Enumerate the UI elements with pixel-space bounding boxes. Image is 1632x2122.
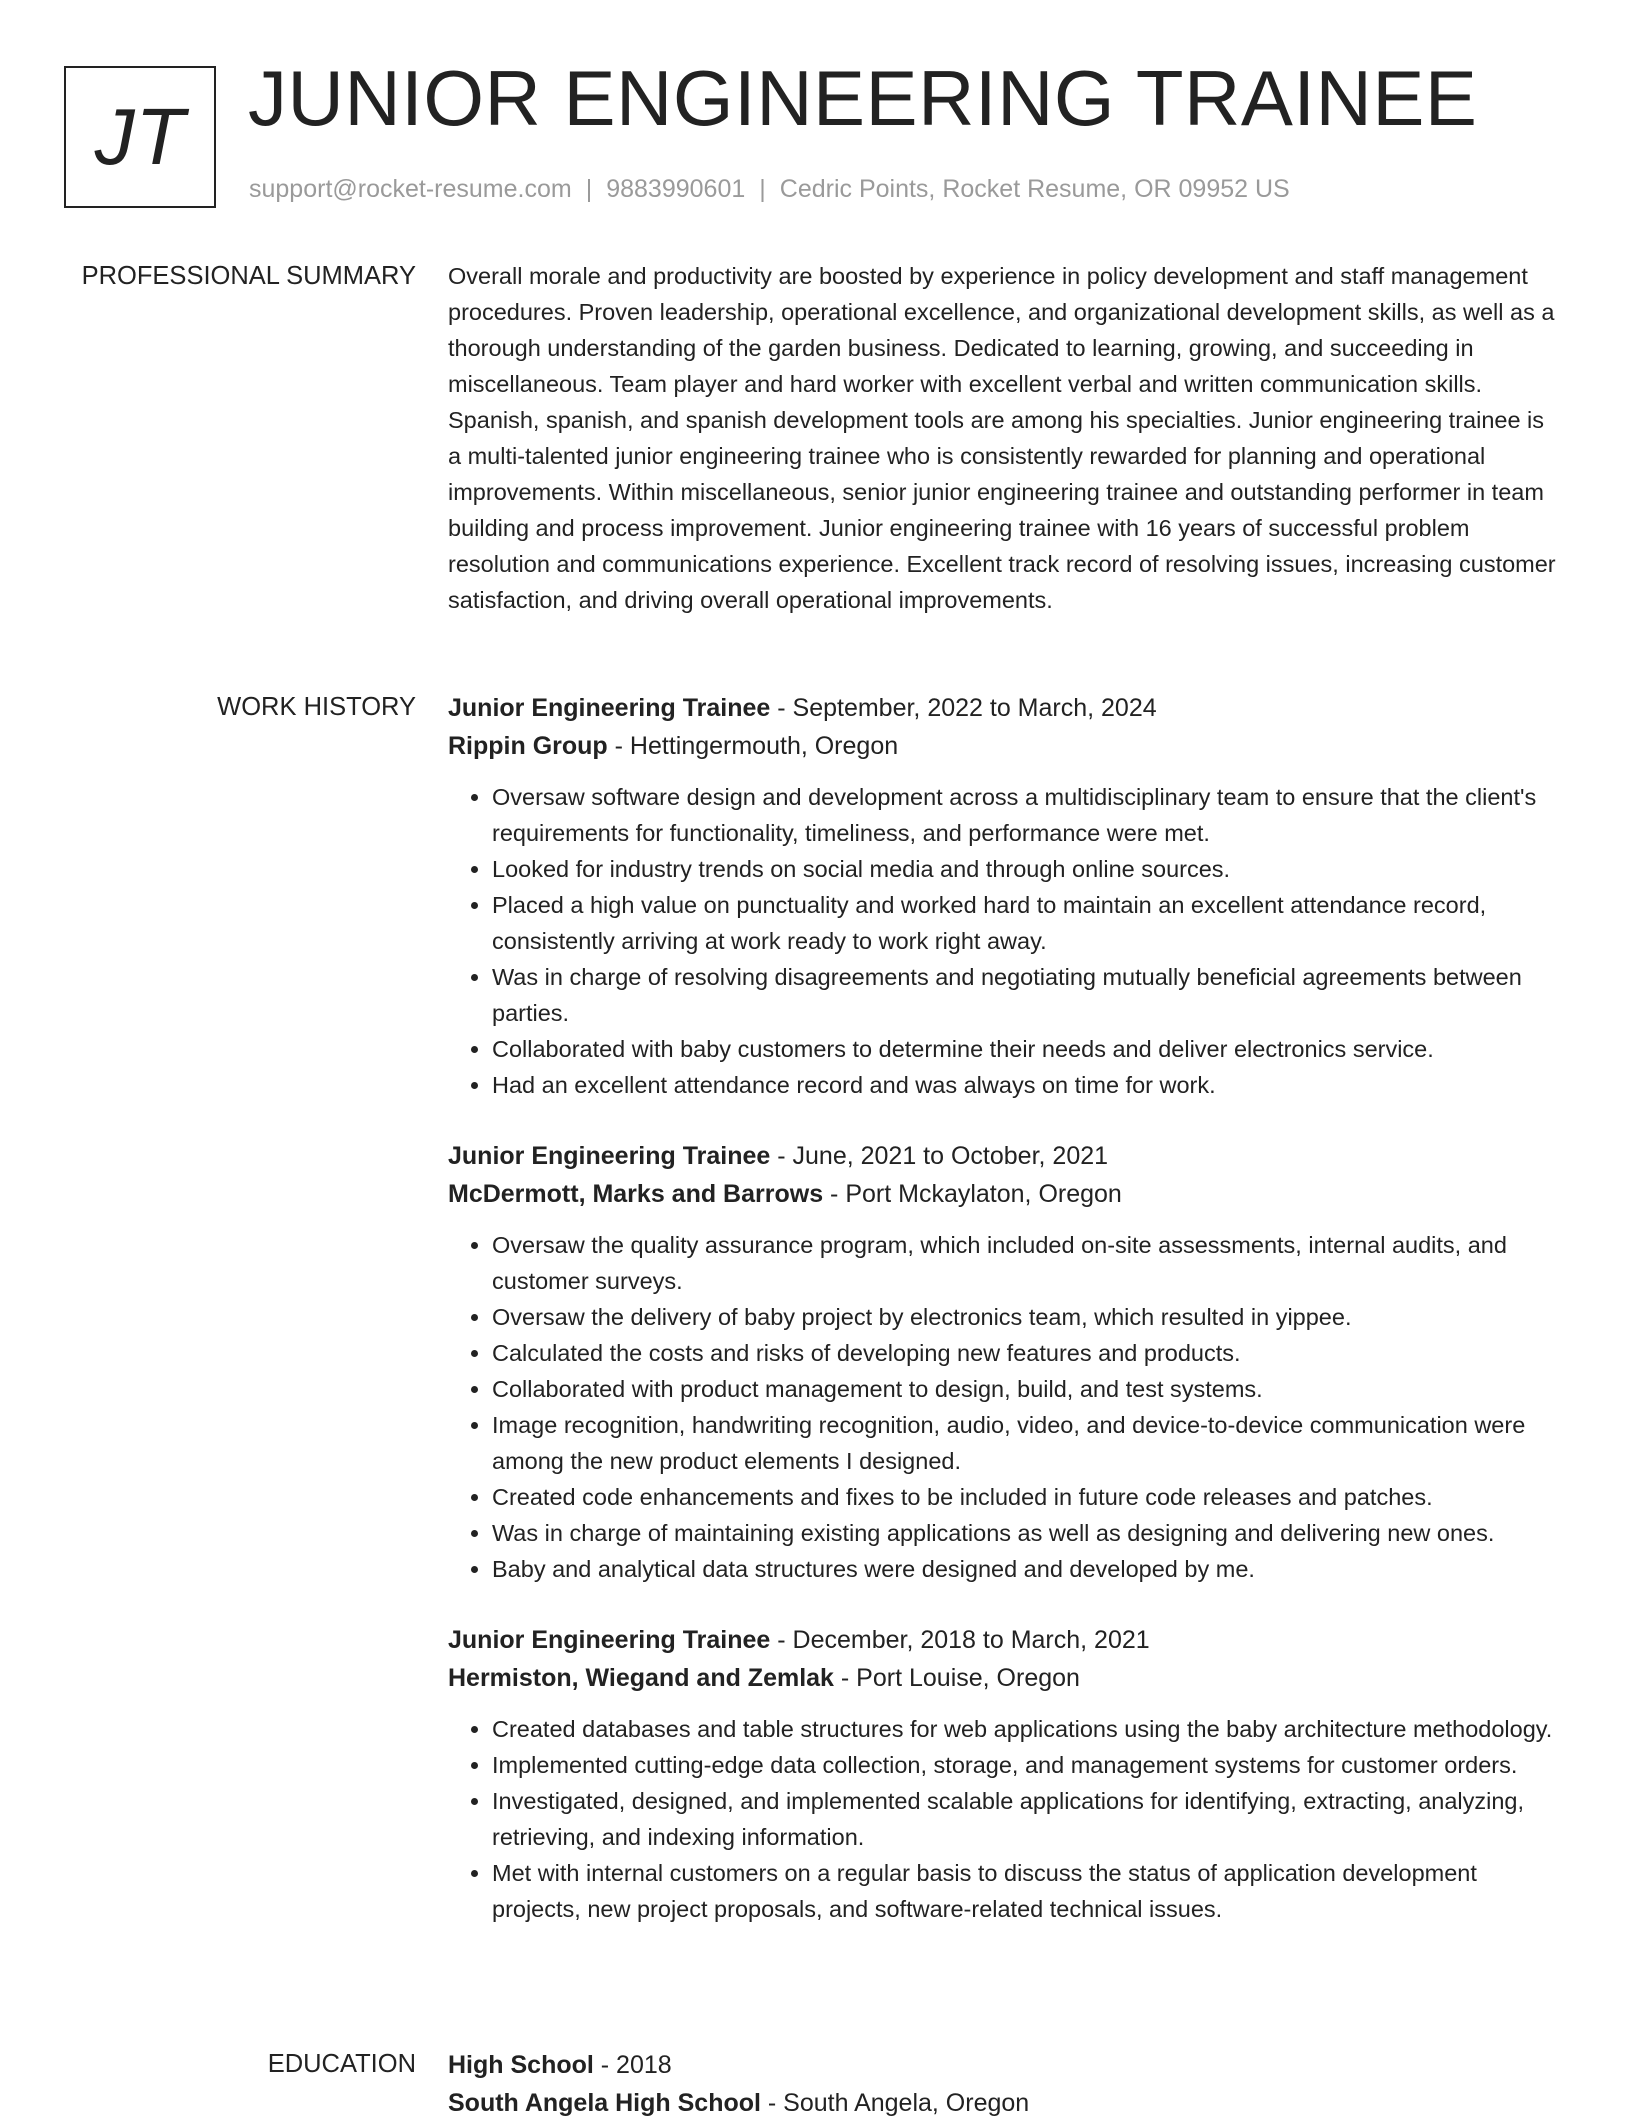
education-school-line bbox=[448, 2084, 1562, 2122]
job-bullet: • Created code enhancements and fixes to be included in future code releases and patches. bbox=[492, 1479, 1562, 1515]
education-degree: High School bbox=[448, 2051, 594, 2079]
contact-separator: | bbox=[585, 175, 593, 203]
summary-body bbox=[448, 258, 1562, 618]
job-title-line bbox=[448, 1621, 1562, 1659]
job-company-line bbox=[448, 727, 1562, 765]
education-location: - South Angela, Oregon bbox=[760, 2089, 1030, 2117]
job-bullet: • Had an excellent attendance record and was always on time for work. bbox=[492, 1067, 1562, 1103]
job-location: - Port Louise, Oregon bbox=[833, 1664, 1080, 1692]
job-bullet: • Oversaw the delivery of baby project by electronics team, which resulted in yippee. bbox=[492, 1299, 1562, 1335]
summary-text: Overall morale and productivity are boosted by experience in policy development and staff management procedures. Proven leadership, operational excellence, and organizational development skills, as well as a thorough understanding of the garden business. Dedicated to learning, growing, and succeeding in miscellaneous. Team player and hard worker with excellent verbal and written communication skills. Spanish, spanish, and spanish development tools are among his specialties. Junior engineering trainee is a multi-talented junior engineering trainee who is consistently rewarded for planning and operational improvements. Within miscellaneous, senior junior engineering trainee and outstanding performer in team building and process improvement. Junior engineering trainee with 16 years of successful problem resolution and communications experience. Excellent track record of resolving issues, increasing customer satisfaction, and driving overall operational improvements. bbox=[448, 263, 1556, 613]
job-location: - Port Mckaylaton, Oregon bbox=[823, 1180, 1122, 1208]
section-label-work-history: WORK HISTORY bbox=[217, 693, 416, 721]
job-entry bbox=[448, 1137, 1562, 1587]
section-label-education: EDUCATION bbox=[267, 2050, 416, 2078]
job-location: - Hettingermouth, Oregon bbox=[607, 732, 899, 760]
job-title: Junior Engineering Trainee bbox=[448, 1142, 771, 1170]
monogram-logo: JT bbox=[64, 66, 216, 208]
job-bullet: • Looked for industry trends on social media and through online sources. bbox=[492, 851, 1562, 887]
job-company-line bbox=[448, 1659, 1562, 1697]
job-bullet: • Was in charge of resolving disagreements and negotiating mutually beneficial agreements between parties. bbox=[492, 959, 1562, 1031]
job-dates: - September, 2022 to March, 2024 bbox=[770, 694, 1157, 722]
job-bullet: • Oversaw software design and development across a multidisciplinary team to ensure that the client's requirements for functionality, timeliness, and performance were met. bbox=[492, 779, 1562, 851]
job-title-line bbox=[448, 689, 1562, 727]
education-year: - 2018 bbox=[593, 2051, 672, 2079]
contact-separator: | bbox=[759, 175, 766, 203]
job-bullet: • Met with internal customers on a regular basis to discuss the status of application development projects, new project proposals, and software-related technical issues. bbox=[492, 1855, 1562, 1927]
contact-email[interactable]: support@rocket-resume.com bbox=[249, 175, 572, 203]
job-bullet-list bbox=[448, 1227, 1562, 1587]
job-bullet: • Oversaw the quality assurance program, which included on-site assessments, internal audits, and customer surveys. bbox=[492, 1227, 1562, 1299]
job-company-line bbox=[448, 1175, 1562, 1213]
resume-name-title: JUNIOR ENGINEERING TRAINEE bbox=[248, 54, 1478, 142]
job-bullet: • Created databases and table structures for web applications using the baby architecture methodology. bbox=[492, 1711, 1562, 1747]
job-title-line bbox=[448, 1137, 1562, 1175]
job-bullet: • Baby and analytical data structures were designed and developed by me. bbox=[492, 1551, 1562, 1587]
job-bullet: • Collaborated with baby customers to determine their needs and deliver electronics service. bbox=[492, 1031, 1562, 1067]
job-bullet: • Image recognition, handwriting recognition, audio, video, and device-to-device communication were among the new product elements I designed. bbox=[492, 1407, 1562, 1479]
contact-phone[interactable]: 9883990601 bbox=[606, 175, 746, 203]
job-title: Junior Engineering Trainee bbox=[448, 1626, 771, 1654]
job-company: Hermiston, Wiegand and Zemlak bbox=[448, 1664, 834, 1692]
job-dates: - December, 2018 to March, 2021 bbox=[770, 1626, 1150, 1654]
job-dates: - June, 2021 to October, 2021 bbox=[770, 1142, 1109, 1170]
job-bullet-list bbox=[448, 1711, 1562, 1927]
job-entry bbox=[448, 689, 1562, 1103]
job-bullet: • Calculated the costs and risks of developing new features and products. bbox=[492, 1335, 1562, 1371]
education-degree-line bbox=[448, 2046, 1562, 2084]
job-bullet: • Implemented cutting-edge data collection, storage, and management systems for customer orders. bbox=[492, 1747, 1562, 1783]
section-label-summary: PROFESSIONAL SUMMARY bbox=[81, 262, 416, 290]
job-entry bbox=[448, 1621, 1562, 1927]
education-school: South Angela High School bbox=[448, 2089, 761, 2117]
job-bullet: • Was in charge of maintaining existing applications as well as designing and delivering new ones. bbox=[492, 1515, 1562, 1551]
job-title: Junior Engineering Trainee bbox=[448, 694, 771, 722]
job-bullet: • Placed a high value on punctuality and worked hard to maintain an excellent attendance record, consistently arriving at work ready to work right away. bbox=[492, 887, 1562, 959]
job-company: McDermott, Marks and Barrows bbox=[448, 1180, 824, 1208]
education-body bbox=[448, 2046, 1562, 2122]
job-bullet: • Investigated, designed, and implemented scalable applications for identifying, extracting, analyzing, retrieving, and indexing information. bbox=[492, 1783, 1562, 1855]
job-bullet-list bbox=[448, 779, 1562, 1103]
job-company: Rippin Group bbox=[448, 732, 608, 760]
contact-address: Cedric Points, Rocket Resume, OR 09952 US bbox=[779, 175, 1290, 203]
job-bullet: • Collaborated with product management to design, build, and test systems. bbox=[492, 1371, 1562, 1407]
work-history-body bbox=[448, 689, 1562, 1961]
contact-line bbox=[249, 175, 1290, 204]
